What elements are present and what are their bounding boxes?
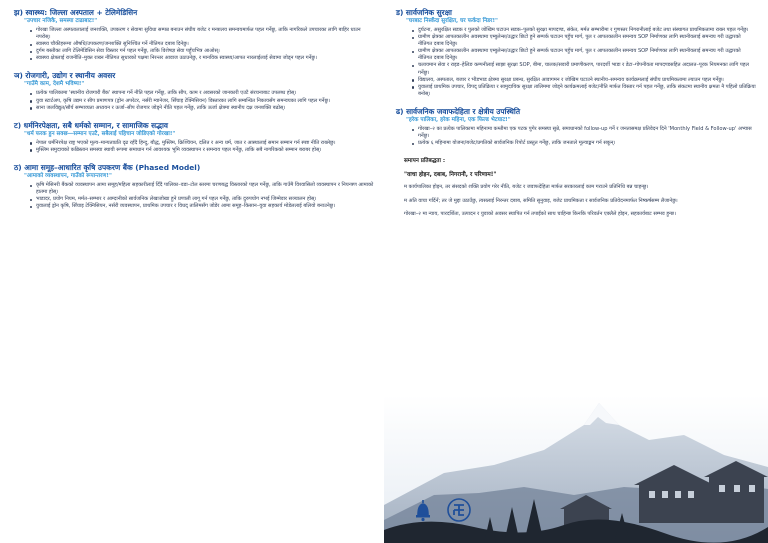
bullet-item: युवालाई ड्रोन कृषि, सिँचाइ टेक्निसियन, नर्सरी व्यवस्थापन, प्राथमिक उपचार र विधद् तालिमसँग जोडेर आमा समूह–किसान–युवा सहकार्य मोडेललाई बलियो बनाउनेछु। — [30, 203, 374, 210]
bullet-list — [412, 126, 756, 147]
bell-logo — [410, 497, 436, 523]
commitment-paragraph: म अति वाचा गर्दिनँ; तर जे मुद्दा उठाउँछु, त्यसलाई निरन्तर दबाब, समिति सुनुवाइ, बजेट प्राथमिकता र सार्वजनिक प्रतिवेदनमार्फत निष्कर्षसम्म लैजानेछु। — [404, 197, 678, 204]
mountain-landscape — [384, 395, 768, 543]
section-subtitle: "गाउँमै काम, देशमै भविष्य!" — [24, 81, 85, 88]
emblem-logo — [446, 497, 472, 523]
bullet-list — [30, 90, 374, 111]
section-title: ट) धर्मनिरपेक्षता, सबै धर्मको सम्मान, र सामाजिक सद्भाव — [14, 120, 168, 130]
right-sections — [396, 8, 756, 147]
bullet-item: कृषि मेसिनरी बैंकको व्यवस्थापन आमा समूह/महिला सहकारीलाई दिँदै पालिका–वडा–टोल स्तरमा चरणबद्ध विस्तारको पहल गर्नेछु, ताकि गाउँमै विश्वासिलो व्यवस्थापन र नियन्त्रण आमाको हातमा होस्। — [30, 182, 374, 196]
bullet-item: नेपाल धर्मनिरपेक्ष राष्ट्र भएको मूल्य–मान्यताप्रति दृढ रहँदै हिन्दु, बौद्ध, मुस्लिम, क्रिश्चियन, दलित र अन्य धर्म, जात र आस्थालाई समान सम्मान गर्न स्पष्ट नीति राख्नेछु। — [30, 140, 374, 147]
bullet-list — [412, 27, 756, 98]
bullet-item: गोरखा जिल्ला अस्पतालालाई जनशक्ति, उपकरण र सेवामा सुविधा सम्पन्न बनाउन संघीय बजेट र मन्त्रालय समन्वयमार्फत पहल गर्नेछु, ताकि नागरिकले उपचारका लागि बाहिर धाउन नपरोस्। — [30, 27, 374, 41]
section — [14, 71, 374, 111]
section-subtitle: "आमाको व्यवस्थापन, गाउँको रूपान्तरण!" — [24, 172, 112, 179]
commitment-paragraph: म कार्यपालिका होइन, तर संसदको शक्ति प्रयोग गरेर नीति, बजेट र जवाफदेहिता मार्फत सरकारलाई काम गराउने प्रतिनिधि बन्न चाहन्छु। — [404, 184, 649, 191]
bullet-item: मुस्लिम समुदायको कब्रिस्तान समस्या स्थायी रूपमा समाधान गर्न आवश्यक भूमि व्यवस्थापन र समन्वय पहल गर्नेछु, ताकि सबै नागरिकको सम्मान बराबर होस्। — [30, 147, 374, 154]
bullet-item: स्वास्थ्य चौकीहरूमा औषधि/उपकरण/जनशक्ति सुनिश्चित गर्ने नीतिगत दबाब दिनेछु। — [30, 41, 374, 48]
bullet-item: युवा स्टार्टअप, कृषि उद्यम र सीप प्रमाणपत्र (ड्रोन अपरेटर, नर्सरी म्यानेजर, सिँचाइ टेक्निसियन) विस्तारका लागि सम्बन्धित निकायसँग समन्वयका लागि पहल गर्नेछु। — [30, 98, 374, 105]
bullet-item: प्रत्येक पालिकामा 'स्थानीय रोजगारी बैंक' स्थापना गर्ने नीति पहल गर्नेछु, ताकि सीप, काम र अवसरको जानकारी एउटै संरचनाबाट उपलब्ध होस्। — [30, 90, 374, 97]
mountain-village-illustration — [384, 395, 768, 543]
bullet-item: भाडादर, प्रयोग नियम, मर्मत–सम्भार र आम्दानीको सार्वजनिक लेखाजोखा हुने प्रणाली लागू गर्न पहल गर्नेछु, ताकि दुरुपयोग नभई जिम्मेवार सञ्चालन होस्। — [30, 196, 374, 203]
section — [396, 107, 756, 147]
section-title: ढ) सार्वजनिक जवाफदेहिता र क्षेत्रीय उपस्थिति — [396, 106, 521, 116]
section-title: ठ) आमा समूह–आधारित कृषि उपकरण बैंक (Phased Model) — [14, 162, 201, 172]
closing-commitment — [396, 156, 756, 218]
section-title: ञ) रोजगारी, उद्योग र स्थानीय अवसर — [14, 71, 116, 81]
bullet-item: दुर्घटना, असुरक्षित सडक र पुलको जोखिम घटाउन सडक–पुलको सुरक्षा मापदण्ड, संकेत, मर्मत सम्भारीमा र गुणस्तर निगरानीलाई बजेट तथा संस्थागत प्राथमिकतामा राख्न पहल गर्नेछु। — [412, 27, 756, 34]
emblem-icon — [446, 497, 472, 523]
bullet-item: गोरखा–२ का प्रत्येक पालिकामा महिनामा कम्तीमा एक पटक पुगेर समस्या सुन्ने, समाधानको follow-up गर्ने र जनतासमक्ष प्रतिवेदन दिने 'Monthly Field & Follow-up' अभ्यास गर्नेछु। — [412, 126, 756, 140]
section — [14, 163, 374, 210]
section-subtitle: "उपचार नजिकै, समस्या टाढाबाट!" — [24, 18, 98, 24]
bullet-item: विद्यालय, अस्पताल, बजार र भीडभाड क्षेत्रमा सुरक्षा प्रबन्ध, सुरक्षित आवागमन र जोखिम घटाउने स्थानीय–समन्वय कार्यक्रमलाई संघीय प्राथमिकतामा ल्याउन पहल गर्नेछु। — [412, 77, 756, 84]
bullet-list — [30, 27, 374, 62]
bell-icon — [410, 497, 436, 523]
section-title: झ) स्वास्थ्य: जिल्ला अस्पताल + टेलिमेडिसिन — [14, 8, 138, 17]
section — [396, 8, 756, 98]
section-subtitle: "घरबाट निस्कँदा सुरक्षित, घर फर्कदा निडर!" — [406, 18, 498, 24]
bullet-item: युवालाई प्राथमिक उपचार, विपद् प्रतिक्रिया र सामुदायिक सुरक्षा तालिममा जोड्ने कार्यक्रमलाई बजेट/नीति मार्फत विस्तार गर्न पहल गर्नेछु, ताकि संकटमा स्थानीय क्षमता नै पहिलो प्रतिक्रिया बनोस्। — [412, 84, 756, 98]
section-title: ड) सार्वजनिक सुरक्षा — [396, 8, 452, 17]
bullet-list — [30, 140, 374, 154]
section-subtitle: "धर्म फरक हुन सक्छ—सम्मान एउटै, सबैलाई पहिचान जोडिएको गोरखा!" — [24, 130, 176, 137]
bullet-item: साना जलविद्युत/सौर्य सम्भाव्यता अध्ययन र ऊर्जा–सीप रोजगार जोड्ने नीति पहल गर्नेछु, ताकि ऊर्जा क्षेत्रमा स्थानीय दक्ष जनशक्ति बढोस्। — [30, 105, 374, 112]
bullet-item: चलायमान सेवा र राइड–हेलिङ कम्पनीलाई साझा सुरक्षा SOP, बीमा, चालक/सवारी प्रमाणीकरण, पारदर्शी भाडा र डेटा–गोपनीयता मापदण्डसहित अदालत–पूरक नियमनका लागि पहल गर्नेछु। — [412, 62, 756, 76]
commitment-heading: समापन प्रतिबद्धता : — [404, 158, 446, 165]
section-subtitle: "हरेक पालिका, हरेक महिना, एक फिल्ड भेटघाट!" — [406, 116, 511, 123]
section — [14, 8, 374, 62]
bullet-item: स्वास्थ्य क्षेत्रलाई राजनीति–मुक्त राख्न नीतिगत सुधारको पक्षमा निरन्तर आवाज उठाउनेछु, र मानविक स्वास्थ्य/आपत नारलाईलाई सेवामा जोड्न पहल गर्नेछु। — [30, 55, 374, 62]
commitment-paragraph: गोरखा–२ मा न्याय, पारदर्शिता, उत्पादन र युवाको अवसर स्थापित गर्न तपाईंको साथ चाहिन्छ किनकि परिवर्तन एक्लैले होइन, सहकार्यबाट सम्भव हुन्छ। — [404, 210, 677, 217]
bullet-list — [30, 182, 374, 210]
commitment-quote: "वाचा होइन, दबाब, निगरानी, र परिणाम!" — [404, 172, 497, 179]
bullet-item: दुर्गम बस्तीका लागि टेलिमेडिसिन सेवा विस्तार गर्न पहल गर्नेछु, ताकि विशेषज्ञ सेवा पहुँचभित्र आओस्। — [30, 48, 374, 55]
section — [14, 121, 374, 154]
bullet-item: ग्रामीण क्षेत्रका आपतकालीन अवस्थामा एम्बुलेन्स/उद्धार छिटो हुने सम्पर्क घटाउन पहुँच मार्ग, पुल र आपतकालीन समन्वय SOP निर्माणका लागि स्थानीयलाई समन्वय गरी उद्धारको नीतिगत दबाब दिनेछु। — [412, 48, 756, 62]
left-column — [14, 8, 374, 219]
bullet-item: ग्रामीण क्षेत्रका आपतकालीन अवस्थामा एम्बुलेन्स/उद्धार छिटो हुने सम्पर्क घटाउन पहुँच मार्ग, पुल र आपतकालीन समन्वय SOP निर्माणका लागि स्थानीयलाई समन्वय गरी उद्धारको नीतिगत दबाब दिनेछु। — [412, 34, 756, 48]
bullet-item: प्रत्येक ६ महिनामा योजना/बजेट/प्रगतिको सार्वजनिक रिपोर्ट प्रस्तुत गर्नेछु, ताकि जनताले मूल्याङ्कन गर्न सकून्। — [412, 140, 756, 147]
right-column — [396, 8, 756, 224]
